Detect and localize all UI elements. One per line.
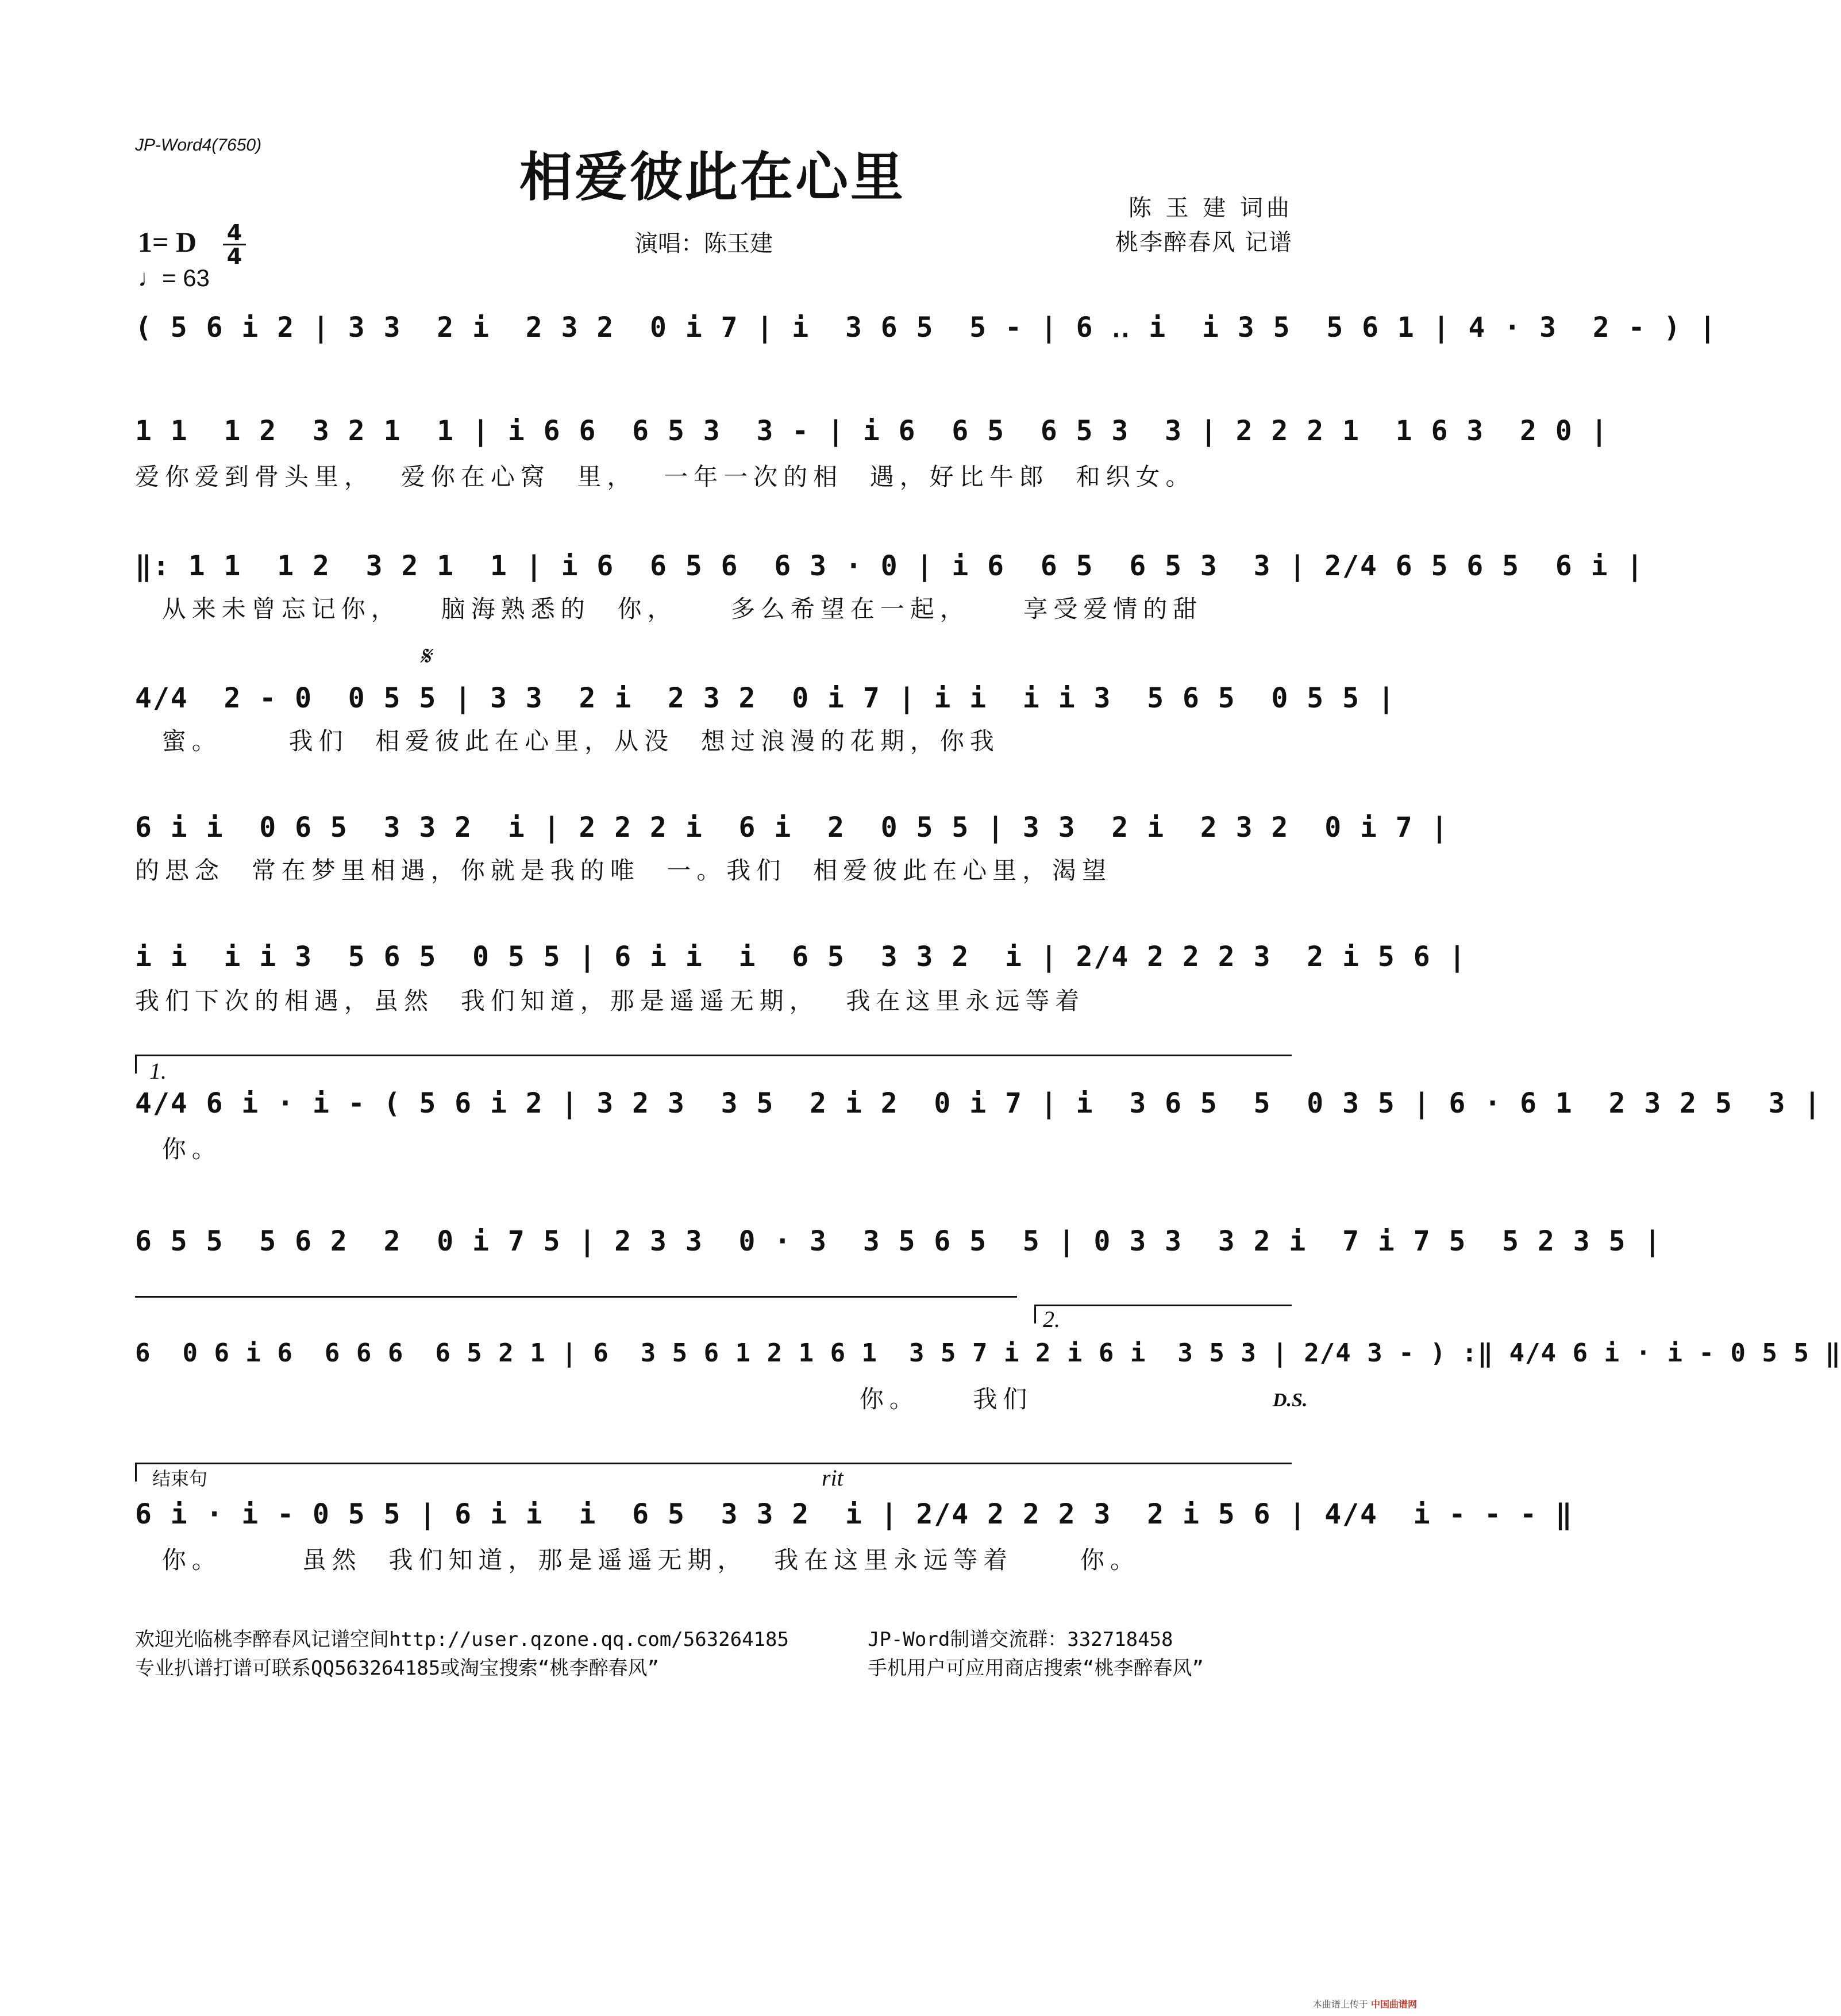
song-title: 相爱彼此在心里 — [519, 146, 906, 208]
volta-1-continued — [135, 1296, 1017, 1315]
system-7-notes: 4/4 6 i · i - ( 5 6 i 2 | 3 2 3 3 5 2 i 2 0 i 7 | i 3 6 5 5 0 3 5 | 6 · 6 1 2 3 2 5 3 | — [135, 1087, 1822, 1119]
key-signature: 1= D — [138, 226, 197, 258]
system-3-lyrics: 从来未曾忘记你， 脑海熟悉的 你， 多么希望在一起， 享受爱情的甜 — [135, 595, 1203, 623]
tempo-mark: ♩= 63 — [138, 264, 210, 291]
footer-contact: 专业扒谱打谱可联系QQ563264185或淘宝搜索“桃李醉春风” — [135, 1657, 660, 1680]
rit-mark: rit — [822, 1465, 844, 1491]
volta-1-bracket — [135, 1055, 1292, 1074]
segno-mark: 𝄋 — [419, 641, 431, 671]
footer-app: 手机用户可应用商店搜索“桃李醉春风” — [868, 1657, 1204, 1680]
ending-label: 结束句 — [152, 1468, 208, 1490]
system-9-lyrics: 你。 我们 — [135, 1385, 1033, 1413]
time-signature-top: 4 — [226, 220, 242, 245]
system-10-lyrics: 你。 虽然 我们知道，那是遥遥无期， 我在这里永远等着 你。 — [135, 1546, 1140, 1574]
volta-2-bracket — [1034, 1305, 1292, 1324]
composer-credit: 陈 玉 建 词曲 — [1128, 195, 1293, 221]
system-4-notes: 4/4 2 - 0 0 5 5 | 3 3 2 i 2 3 2 0 i 7 | i i i i 3 5 6 5 0 5 5 | — [135, 682, 1396, 714]
ds-mark: D.S. — [1273, 1390, 1308, 1411]
system-4-lyrics: 蜜。 我们 相爱彼此在心里，从没 想过浪漫的花期，你我 — [135, 727, 1000, 755]
footer-website: 欢迎光临桃李醉春风记谱空间http://user.qzone.qq.com/563264185 — [135, 1628, 789, 1651]
system-5-notes: 6 i i 0 6 5 3 3 2 i | 2 2 2 i 6 i 2 0 5 5 | 3 3 2 i 2 3 2 0 i 7 | — [135, 811, 1449, 844]
system-10-notes: 6 i · i - 0 5 5 | 6 i i i 6 5 3 3 2 i | 2/4 2 2 2 3 2 i 5 6 | 4/4 i - - - ‖ — [135, 1498, 1573, 1530]
system-6-lyrics: 我们下次的相遇，虽然 我们知道，那是遥遥无期， 我在这里永远等着 — [135, 987, 1085, 1015]
system-1-notes: ( 5 6 i 2 | 3 3 2 i 2 3 2 0 i 7 | i 3 6 5 5 - | 6 ‥ i i 3 5 5 6 1 | 4 · 3 2 - ) | — [135, 311, 1717, 344]
system-5-lyrics: 的思念 常在梦里相遇，你就是我的唯 一。我们 相爱彼此在心里，渴望 — [135, 856, 1112, 884]
system-8-notes: 6 5 5 5 6 2 2 0 i 7 5 | 2 3 3 0 · 3 3 5 6 5 5 | 0 3 3 3 2 i 7 i 7 5 5 2 3 5 | — [135, 1225, 1662, 1257]
stamp-text: 本曲谱上传于 — [1312, 1999, 1368, 2010]
software-label: JP-Word4(7650) — [135, 136, 262, 155]
watermark-stamp — [1313, 1997, 1417, 2010]
footer-group: JP-Word制谱交流群：332718458 — [868, 1628, 1173, 1651]
time-signature-bottom: 4 — [223, 244, 246, 267]
time-signature — [223, 222, 246, 267]
transcriber-credit: 桃李醉春风 记谱 — [1115, 229, 1293, 256]
system-2-lyrics: 爱你爱到骨头里， 爱你在心窝 里， 一年一次的相 遇，好比牛郎 和织女。 — [135, 463, 1196, 491]
system-2-notes: 1 1 1 2 3 2 1 1 | i 6 6 6 5 3 3 - | i 6 6 5 6 5 3 3 | 2 2 2 1 1 6 3 2 0 | — [135, 415, 1609, 447]
system-7-lyrics: 你。 — [135, 1135, 222, 1163]
volta-1-label: 1. — [149, 1058, 167, 1084]
system-3-notes: ‖: 1 1 1 2 3 2 1 1 | i 6 6 5 6 6 3 · 0 | i 6 6 5 6 5 3 3 | 2/4 6 5 6 5 6 i | — [135, 550, 1644, 582]
singer-credit: 演唱：陈玉建 — [635, 230, 773, 257]
volta-2-label: 2. — [1043, 1306, 1060, 1332]
stamp-logo: 中国曲谱网 — [1370, 1999, 1417, 2010]
ending-bracket — [135, 1463, 1292, 1482]
system-9-notes: 6 0 6 i 6 6 6 6 6 5 2 1 | 6 3 5 6 1 2 1 6 1 3 5 7 i 2 i 6 i 3 5 3 | 2/4 3 - ) :‖ 4/4 6 i · i - 0 5 5 ‖ — [135, 1338, 1841, 1368]
system-6-notes: i i i i 3 5 6 5 0 5 5 | 6 i i i 6 5 3 3 2 i | 2/4 2 2 2 3 2 i 5 6 | — [135, 941, 1467, 973]
